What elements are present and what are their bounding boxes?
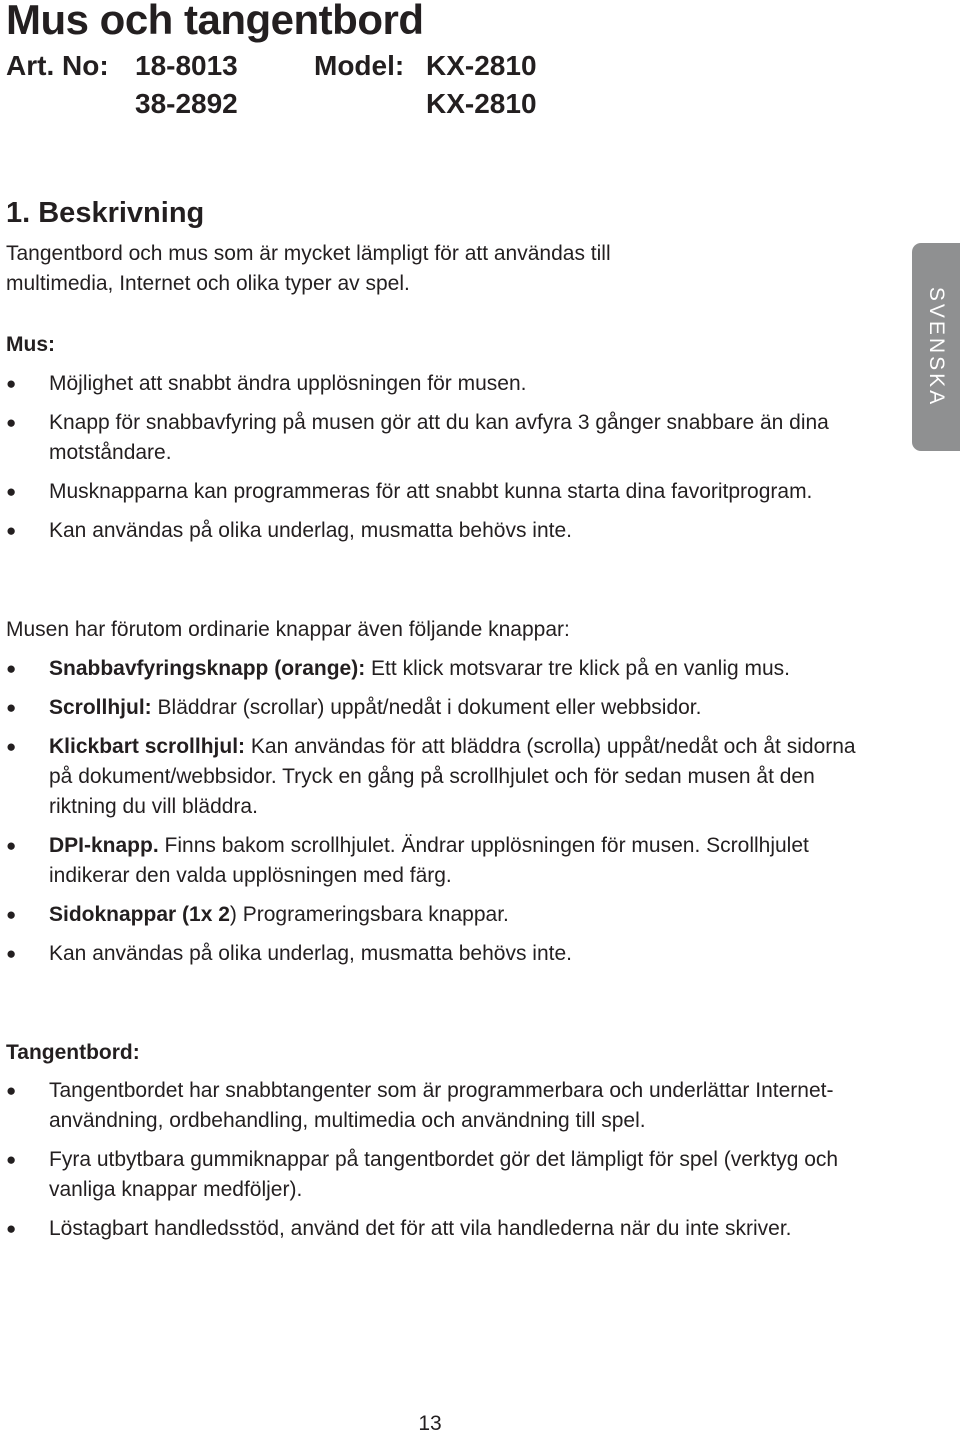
- section-heading: 1. Beskrivning: [6, 197, 205, 229]
- model-number: KX-2810: [426, 50, 537, 81]
- bullet-icon: ●: [6, 374, 17, 393]
- item-label: Snabbavfyringsknapp (orange):: [49, 657, 366, 680]
- bullet-icon: ●: [6, 482, 17, 501]
- list-item: ● Kan användas på olika underlag, musmatta behövs inte.: [0, 516, 880, 546]
- list-item: ● Musknapparna kan programmeras för att snabbt kunna starta dina favoritprogram.: [0, 477, 880, 507]
- bullet-icon: ●: [6, 836, 17, 855]
- list-item: ● Tangentbordet har snabbtangenter som är programmerbara och underlättar Internet-användning, ordbehandling, multimedia och användning till spel.: [0, 1076, 880, 1136]
- bullet-icon: ●: [6, 944, 17, 963]
- page-title: Mus och tangentbord: [6, 0, 424, 43]
- buttons-intro: Musen har förutom ordinarie knappar även följande knappar:: [6, 618, 570, 641]
- bullet-icon: ●: [6, 413, 17, 432]
- bullet-icon: ●: [6, 905, 17, 924]
- language-tab: [912, 243, 960, 451]
- item-label: DPI-knapp.: [49, 834, 159, 857]
- list-item: ● Kan användas på olika underlag, musmatta behövs inte.: [0, 939, 880, 969]
- bullet-icon: ●: [6, 698, 17, 717]
- bullet-icon: ●: [6, 737, 17, 756]
- item-label: Sidoknappar (1x 2: [49, 903, 230, 926]
- bullet-icon: ●: [6, 1219, 17, 1238]
- mouse-heading: Mus:: [6, 333, 55, 356]
- art-number: 18-8013: [135, 50, 238, 81]
- bullet-icon: ●: [6, 1150, 17, 1169]
- list-item: ● Löstagbart handledsstöd, använd det för att vila handlederna när du inte skriver.: [0, 1214, 880, 1244]
- list-item: ● Möjlighet att snabbt ändra upplösningen för musen.: [0, 369, 880, 399]
- list-item: ● Knapp för snabbavfyring på musen gör att du kan avfyra 3 gånger snabbare än dina motståndare.: [0, 408, 880, 468]
- list-item: ● Sidoknappar (1x 2) Programeringsbara knappar.: [0, 900, 880, 930]
- item-label: Klickbart scrollhjul:: [49, 735, 246, 758]
- list-item: ● Fyra utbytbara gummiknappar på tangentbordet gör det lämpligt för spel (verktyg och vanliga knappar medföljer).: [0, 1145, 880, 1205]
- page-number: 13: [418, 1412, 442, 1435]
- art-number: 38-2892: [135, 88, 238, 119]
- list-item: ● Snabbavfyringsknapp (orange): Ett klick motsvarar tre klick på en vanlig mus.: [0, 654, 880, 684]
- art-label: Art. No:: [6, 50, 109, 81]
- list-item: ● DPI-knapp. Finns bakom scrollhjulet. Ändrar upplösningen för musen. Scrollhjulet indikerar den valda upplösningen med färg.: [0, 831, 880, 891]
- bullet-icon: ●: [6, 659, 17, 678]
- item-label: Scrollhjul:: [49, 696, 152, 719]
- button-list: [0, 654, 880, 978]
- keyboard-heading: Tangentbord:: [6, 1041, 140, 1064]
- model-label: Model:: [314, 50, 405, 81]
- bullet-icon: ●: [6, 1081, 17, 1100]
- intro-paragraph: [6, 239, 766, 299]
- keyboard-feature-list: [0, 1076, 880, 1253]
- model-number: KX-2810: [426, 88, 537, 119]
- bullet-icon: ●: [6, 521, 17, 540]
- intro-line: Tangentbord och mus som är mycket lämpligt för att användas till: [6, 242, 611, 265]
- list-item: ● Scrollhjul: Bläddrar (scrollar) uppåt/nedåt i dokument eller webbsidor.: [0, 693, 880, 723]
- language-tab-label: SVENSKA: [925, 286, 948, 408]
- list-item: ● Klickbart scrollhjul: Kan användas för att bläddra (scrolla) uppåt/nedåt och åt sidorna på dokument/webbsidor. Tryck en gång på scrollhjulet och för sedan musen åt den riktning du vill bläddra.: [0, 732, 880, 822]
- mouse-feature-list: [0, 369, 880, 555]
- intro-line: multimedia, Internet och olika typer av spel.: [6, 272, 410, 295]
